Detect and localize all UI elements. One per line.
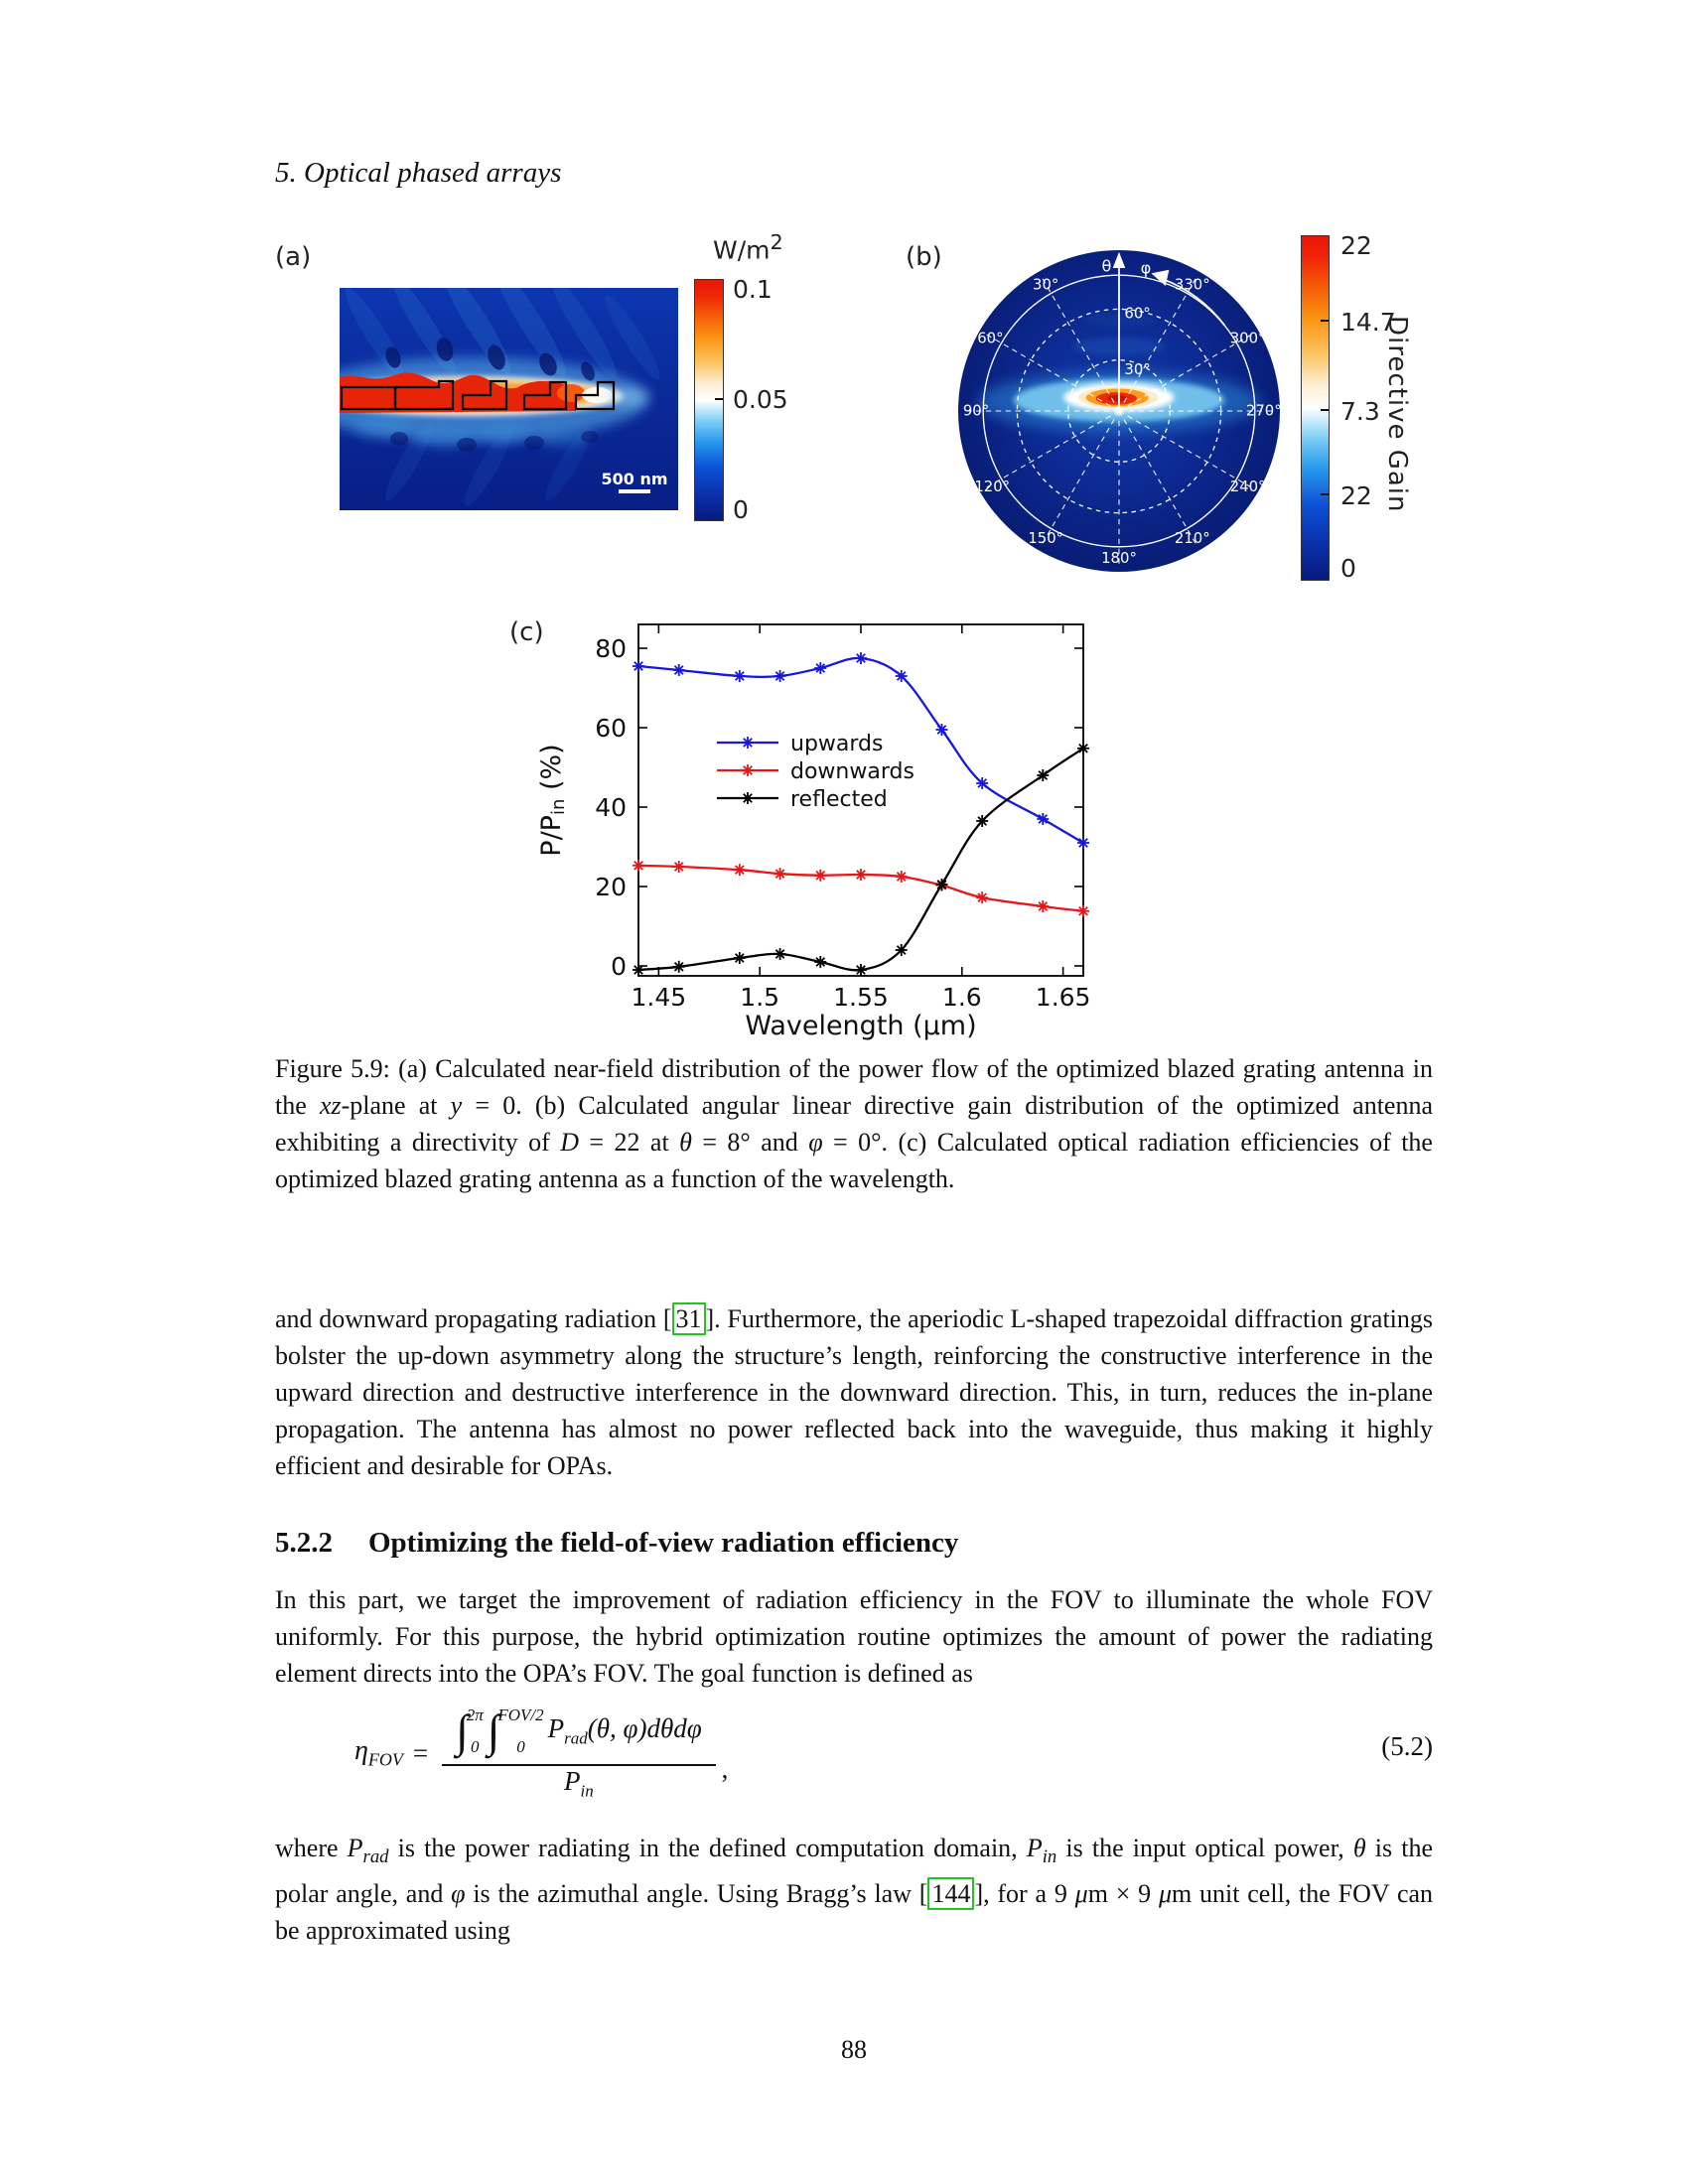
panel-c-label: (c) [509,617,544,647]
text-run: and downward propagating radiation [ [275,1304,672,1333]
integral-limits: 2π 0 [466,1706,484,1756]
y-axis-label: P/Pin (%) [536,744,569,857]
text-run: D [560,1128,579,1157]
equation-lhs: $\eta_{FOV}$ [354,1735,403,1770]
near-field-heatmap [340,288,678,510]
svg-text:60°: 60° [1124,304,1151,323]
y-tick-label: 40 [595,793,627,822]
svg-text:330°: 330° [1174,275,1210,294]
section-number: 5.2.2 [275,1527,333,1559]
paragraph [275,1830,1433,1949]
text-run: -plane at [341,1091,451,1120]
text-run: = 0. (b) Calculated angular linear directive gain distribution of the optimized antenna exhibiting a directivity of [275,1091,1433,1157]
polar-directivity-plot [940,232,1298,590]
text-run: m unit cell, the FOV can be approximated using [275,1879,1434,1946]
integral-limits: FOV/2 0 [497,1706,544,1756]
paragraph: In this part, we target the improvement of radiation efficiency in the FOV to illuminate the whole FOV uniformly. For this purpose, the hybrid optimization routine optimizes the amount of power the radiating element directs into the OPA’s FOV. The goal function is defined as [275,1585,1433,1688]
svg-text:150°: 150° [1028,529,1064,548]
scale-bar-label: 500 nm [601,470,668,488]
colorbar-a-unit-exp: 2 [770,230,783,254]
colorbar-a-tick: 0 [733,495,749,524]
colorbar-b [1301,235,1330,581]
colorbar-a-tick: 0.1 [733,275,773,304]
svg-text:30°: 30° [1124,360,1151,379]
x-tick-label: 1.5 [740,983,780,1012]
text-run: θ [679,1128,692,1157]
colorbar-b-tick: 22 [1340,481,1372,510]
panel-b-label: (b) [906,242,942,272]
svg-text:180°: 180° [1101,549,1137,567]
legend-item-reflected [717,787,888,812]
legend-item-downwards [717,759,914,784]
svg-text:300°: 300° [1229,329,1266,347]
legend-label: reflected [790,787,888,812]
paragraph [275,1300,1433,1484]
colorbar-tick-mark [1321,320,1329,322]
text-run: rad [362,1846,389,1868]
text-run: = 22 at [578,1128,680,1157]
text-run: φ [451,1879,466,1909]
citation-link[interactable]: 31 [672,1302,706,1335]
x-tick-label: 1.55 [833,983,889,1012]
text-run: P [1026,1834,1043,1862]
efficiency-chart [536,594,1102,1042]
text-run: is the power radiating in the defined computation domain, [388,1834,1027,1862]
text-run: is the input optical power, [1056,1834,1353,1862]
equation-body [354,1706,728,1801]
figure-caption [275,1050,1433,1197]
colorbar-a [694,279,724,521]
phi-label: φ [1140,258,1152,278]
colorbar-tick-mark [1321,493,1329,495]
svg-text:270°: 270° [1245,401,1282,420]
svg-text:210°: 210° [1174,529,1210,548]
equals-sign: = [412,1737,429,1768]
colorbar-b-tick: 7.3 [1340,397,1380,426]
colorbar-a-unit-text: W/m [713,235,771,265]
text-run: y [450,1091,463,1120]
series-downwards [633,860,1089,917]
x-tick-label: 1.6 [941,983,982,1012]
colorbar-b-tick: 22 [1340,231,1372,260]
y-tick-label: 60 [595,714,627,743]
colorbar-a-unit [713,230,783,264]
equation-number: (5.2) [1381,1731,1433,1761]
svg-text:90°: 90° [962,401,990,420]
colorbar-a-tick: 0.05 [733,385,788,414]
x-tick-label: 1.45 [631,983,687,1012]
section-heading [275,1527,958,1560]
text-run: μ [1158,1879,1172,1909]
text-run: m × 9 [1087,1879,1159,1909]
chapter-header: 5. Optical phased arrays [275,157,562,189]
svg-text:60°: 60° [977,329,1004,347]
page-number: 88 [841,2035,867,2064]
text-run: θ [1352,1834,1366,1862]
integral-sign: ∫ [456,1706,469,1757]
equation-comma: , [721,1754,729,1785]
scale-bar [619,489,650,493]
colorbar-tick-mark [715,398,723,400]
colorbar-tick-mark [1321,409,1329,411]
colorbar-b-axis-label: Directive Gain [1382,316,1412,513]
text-run: is the azimuthal angle. Using Bragg’s law [ [465,1879,928,1909]
fraction [442,1706,716,1801]
x-axis-label: Wavelength (μm) [745,1011,977,1041]
numerator [442,1706,716,1766]
radiated-power-term: $P_{rad}(\theta$, φ)dθdφ [547,1713,702,1748]
colorbar-b-tick: 14.7 [1340,308,1396,337]
legend-item-upwards [717,732,883,756]
text-run: is the polar angle, and [275,1834,1433,1909]
text-run: ]. Furthermore, the aperiodic L-shaped trapezoidal diffraction gratings bolster the up-down asymmetry along the structure’s length, reinforcing the constructive interference in the upward direction and destructive interference in the downward direction. This, in turn, reduces the in-plane propagation. The antenna has almost no power reflected back into the waveguide, thus making it highly efficient and desirable for OPAs. [275,1304,1434,1480]
colorbar-b-tick: 0 [1340,554,1356,583]
svg-text:30°: 30° [1033,275,1059,294]
text-run: = 8° and [691,1128,809,1157]
legend-label: upwards [790,732,884,756]
denominator: $P_{in}$ [564,1766,594,1801]
svg-text:240°: 240° [1229,478,1266,495]
y-tick-label: 0 [611,952,627,981]
text-run: Figure 5.9: (a) Calculated near-field distribution of the power flow of the optimized blazed grating antenna in the [275,1054,1433,1120]
text-run: = 0°. (c) Calculated optical radiation efficiencies of the optimized blazed grating antenna as a function of the wavelength. [275,1128,1433,1193]
text-run: φ [808,1128,823,1157]
y-tick-label: 20 [595,873,627,901]
panel-a-label: (a) [275,242,312,272]
theta-label: θ [1101,256,1112,276]
equation-5-2 [275,1698,1433,1822]
text-run: P [347,1834,363,1862]
integral-sign: ∫ [487,1706,500,1757]
text-run: in [1042,1846,1057,1868]
text-run: xz [319,1091,342,1120]
text-run: where [275,1834,348,1862]
x-tick-label: 1.65 [1035,983,1091,1012]
text-run: μ [1074,1879,1088,1909]
text-run: ], for a 9 [974,1879,1075,1909]
y-tick-label: 80 [595,634,627,663]
legend-label: downwards [790,759,914,784]
citation-link[interactable]: 144 [927,1877,974,1910]
section-title: Optimizing the field-of-view radiation efficiency [368,1527,959,1559]
svg-text:120°: 120° [974,478,1011,495]
